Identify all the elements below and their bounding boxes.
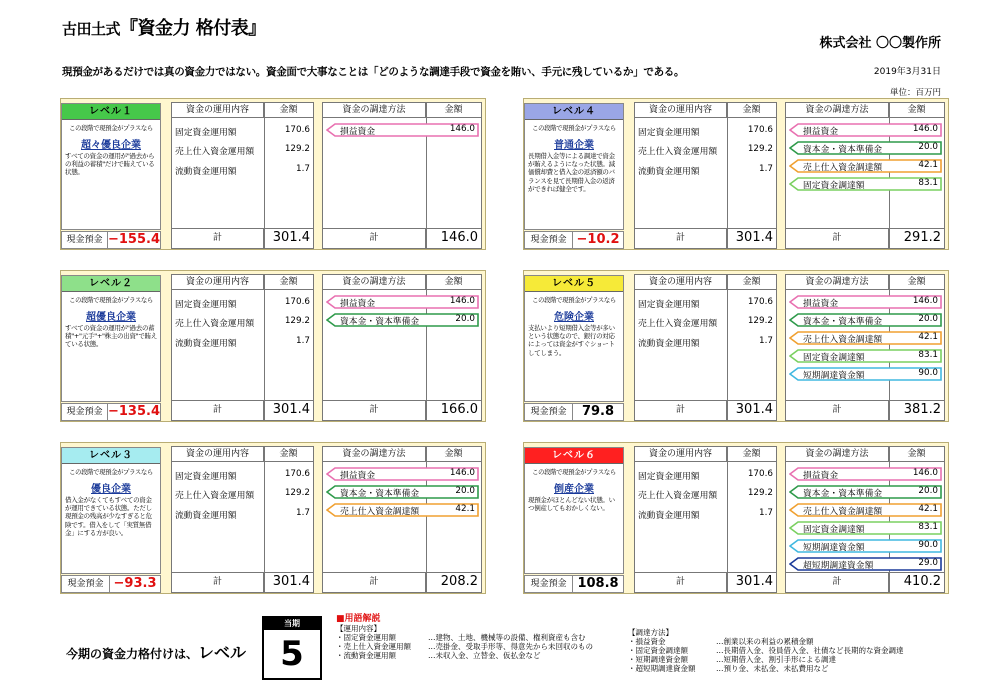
source-row [326,123,479,137]
use-table [171,274,314,421]
source-label: 短期調達資金額 [803,543,865,553]
glossary-item [336,633,593,642]
source-row [789,123,942,137]
source-row [789,313,942,327]
glossary-uses [336,615,593,660]
source-row [789,485,942,499]
source-label: 損益資金 [340,299,376,309]
source-total-row [786,572,944,592]
use-row [635,297,776,309]
src-total-label: 計 [323,229,426,248]
source-row [789,159,942,173]
use-total-label: 計 [635,573,727,592]
source-table [785,102,945,249]
use-value: 129.2 [284,488,310,498]
source-label: 売上仕入資金調達額 [803,163,883,173]
use-total-label: 計 [635,401,727,420]
src-total-value: 146.0 [440,230,478,245]
use-total-row [172,400,313,420]
use-amount-header: 金額 [742,277,761,287]
level-panel [523,98,949,250]
level-plus-note: この段階で現預金がプラスなら [532,297,616,304]
source-label: 資本金・資本準備金 [803,489,883,499]
use-row [635,144,776,156]
period-label: 当期 [264,618,320,630]
title-prefix: 古田土式 [62,20,121,38]
level-card [524,447,624,574]
source-row [326,313,479,327]
use-table-header [635,275,776,290]
verdict-text: 今期の資金力格付けは、 [66,647,199,661]
source-total-row [323,228,481,248]
source-value: 29.0 [918,558,938,568]
cash-value: −155.4 [107,232,160,247]
src-total-label: 計 [786,401,889,420]
source-row [789,295,942,309]
level-plus-note: この段階で現預金がプラスなら [69,469,153,476]
use-total-value: 301.4 [272,574,310,589]
use-label: 売上仕入資金運用額 [638,147,718,157]
source-row [789,367,942,381]
source-value: 90.0 [918,368,938,378]
source-label: 短期調達資金額 [803,371,865,381]
period-level-number: 5 [280,634,304,674]
cash-deposit-box [524,403,624,421]
src-amount-header: 金額 [907,277,926,287]
use-value: 129.2 [284,316,310,326]
use-value: 170.6 [284,297,310,307]
use-table [634,446,777,593]
source-table-header [323,103,481,118]
glossary-item [628,646,904,655]
glossary-item [628,664,904,673]
use-row [172,469,313,481]
use-total-value: 301.4 [735,402,773,417]
source-value: 146.0 [912,124,938,134]
source-label: 売上仕入資金調達額 [803,507,883,517]
source-row [789,177,942,191]
src-col-header: 資金の調達方法 [786,275,889,289]
use-value: 1.7 [296,508,310,518]
use-amount-header: 金額 [279,449,298,459]
src-amount-header: 金額 [907,105,926,115]
level-company-type: 超優良企業 [86,312,136,323]
use-amount-header: 金額 [742,105,761,115]
use-total-row [172,572,313,592]
cash-deposit-box [61,231,161,249]
subtitle: 現預金があるだけでは真の資金力ではない。資金面で大事なことは「どのような調達手段で資金を賄い、手元に残しているか」である。 [62,66,685,78]
level-plus-note: この段階で現預金がプラスなら [532,469,616,476]
glossary-definition: …売掛金、受取手形等、得意先から未回収のもの [428,642,593,651]
glossary-item [336,642,593,651]
source-label: 資本金・資本準備金 [803,145,883,155]
level-description: すべての資金の運用が"過去の蓄積"+"元手"+"株主の出資"で賄えている状態。 [65,324,157,349]
src-total-label: 計 [323,573,426,592]
source-value: 20.0 [918,142,938,152]
glossary-definition: …長期借入金、役員借入金、社債など長期的な資金調達 [716,646,904,655]
source-table-header [786,275,944,290]
use-row [635,316,776,328]
level-description: 支払いより短期借入金等が多いという状態なので、銀行の対応によっては資金がすぐショートしてしまう。 [528,324,615,357]
use-row [172,297,313,309]
use-label: 売上仕入資金運用額 [175,147,255,157]
source-row [789,331,942,345]
use-table [634,274,777,421]
source-row [789,503,942,517]
source-value: 146.0 [449,124,475,134]
use-label: 流動資金運用額 [638,167,700,177]
source-row [326,467,479,481]
cash-value: −10.2 [576,232,620,247]
use-value: 170.6 [284,469,310,479]
use-label: 流動資金運用額 [638,511,700,521]
use-col-header: 資金の運用内容 [172,447,264,461]
cash-value: −93.3 [113,576,157,591]
source-table [322,274,482,421]
source-row [789,539,942,553]
glossary-term: ・損益資金 [628,637,666,646]
source-total-row [786,400,944,420]
use-value: 1.7 [296,336,310,346]
level-panel [60,270,486,422]
source-label: 損益資金 [340,471,376,481]
use-label: 固定資金運用額 [638,472,700,482]
glossary-definition: …創業以来の利益の累積金額 [716,637,814,646]
source-value: 42.1 [918,332,938,342]
use-total-row [172,228,313,248]
source-total-row [323,400,481,420]
use-label: 固定資金運用額 [638,128,700,138]
level-heading: レベル２ [62,276,160,292]
source-row [326,485,479,499]
use-value: 170.6 [284,125,310,135]
src-total-value: 291.2 [903,230,941,245]
src-amount-header: 金額 [907,449,926,459]
src-total-value: 166.0 [440,402,478,417]
source-table [322,102,482,249]
level-panel [60,442,486,594]
source-total-row [786,228,944,248]
level-company-type: 危険企業 [554,312,594,323]
source-table-header [786,447,944,462]
use-value: 1.7 [296,164,310,174]
verdict-level-word: レベル [198,643,247,662]
use-table-header [172,103,313,118]
source-row [789,557,942,571]
level-heading: レベル３ [62,448,160,464]
source-label: 資本金・資本準備金 [340,317,420,327]
source-row [326,295,479,309]
source-row [789,349,942,363]
glossary-definition: …短期借入金、割引手形による調達 [716,655,836,664]
use-value: 170.6 [747,297,773,307]
src-total-label: 計 [323,401,426,420]
use-value: 170.6 [747,469,773,479]
level-card [524,103,624,230]
use-row [635,125,776,137]
level-panel [523,270,949,422]
use-total-label: 計 [635,229,727,248]
use-table [171,102,314,249]
use-value: 1.7 [759,508,773,518]
use-value: 129.2 [747,144,773,154]
source-value: 83.1 [918,350,938,360]
source-table [785,274,945,421]
source-label: 固定資金調達額 [803,353,865,363]
use-amount-header: 金額 [279,277,298,287]
cash-value: 79.8 [581,404,615,419]
level-heading: レベル５ [525,276,623,292]
source-label: 売上仕入資金調達額 [803,335,883,345]
level-panel [60,98,486,250]
level-heading: レベル４ [525,104,623,120]
src-amount-header: 金額 [444,277,463,287]
glossary-term: ・売上仕入資金運用額 [336,642,411,651]
level-company-type: 優良企業 [91,484,131,495]
source-row [789,467,942,481]
use-col-header: 資金の運用内容 [635,447,727,461]
level-card [61,275,161,402]
title-main: 『資金力 格付表』 [120,18,266,39]
source-value: 42.1 [918,504,938,514]
use-total-label: 計 [172,229,264,248]
source-table-header [323,447,481,462]
level-card [61,103,161,230]
src-col-header: 資金の調達方法 [786,103,889,117]
cash-label: 現金預金 [62,404,108,420]
glossary-use-heading: 【運用内容】 [336,624,381,633]
use-total-label: 計 [172,573,264,592]
src-total-label: 計 [786,573,889,592]
use-value: 1.7 [759,164,773,174]
glossary-term: ・超短期調達資金額 [628,664,696,673]
glossary-definition: …未収入金、立替金、仮払金など [428,651,541,660]
use-value: 129.2 [747,316,773,326]
use-amount-header: 金額 [279,105,298,115]
source-label: 資本金・資本準備金 [803,317,883,327]
use-row [172,488,313,500]
use-label: 流動資金運用額 [175,339,237,349]
source-label: 損益資金 [803,127,839,137]
use-total-value: 301.4 [735,230,773,245]
use-total-row [635,228,776,248]
glossary-item [628,655,904,664]
use-row [172,336,313,348]
use-table-header [635,447,776,462]
source-label: 損益資金 [803,299,839,309]
source-total-row [323,572,481,592]
level-heading: レベル１ [62,104,160,120]
level-description: 長期借入金等による調達で資金が賄えるようになった状態。減価償却費と借入金の返済額のバランスを見て長期借入金の返済ができれば健全です。 [528,152,615,193]
src-total-label: 計 [786,229,889,248]
source-label: 固定資金調達額 [803,181,865,191]
source-value: 83.1 [918,522,938,532]
cash-value: −135.4 [107,404,160,419]
cash-deposit-box [524,231,624,249]
glossary-src-heading: 【調達方法】 [628,628,673,637]
source-table-header [323,275,481,290]
src-col-header: 資金の調達方法 [786,447,889,461]
glossary-use-list [336,633,593,660]
glossary-sources [628,628,904,673]
level-description: 借入金がなくてもすべての資金が運用できている状態。ただし現預金の残高が少なすぎると危険です。借入をして「実質無借金」にする方が良い。 [65,496,152,537]
use-row [172,144,313,156]
level-plus-note: この段階で現預金がプラスなら [532,125,616,132]
source-table-header [786,103,944,118]
use-table [171,446,314,593]
use-label: 固定資金運用額 [175,472,237,482]
cash-label: 現金預金 [62,232,108,248]
source-value: 20.0 [918,314,938,324]
source-value: 146.0 [912,296,938,306]
cash-label: 現金預金 [62,576,110,592]
level-heading: レベル６ [525,448,623,464]
use-row [172,164,313,176]
source-value: 20.0 [918,486,938,496]
src-total-value: 410.2 [903,574,941,589]
use-label: 売上仕入資金運用額 [175,491,255,501]
source-label: 損益資金 [803,471,839,481]
use-label: 流動資金運用額 [175,167,237,177]
src-total-value: 381.2 [903,402,941,417]
level-plus-note: この段階で現預金がプラスなら [69,125,153,132]
use-value: 1.7 [759,336,773,346]
use-value: 129.2 [747,488,773,498]
src-col-header: 資金の調達方法 [323,447,426,461]
source-table [785,446,945,593]
use-row [635,164,776,176]
glossary-item [336,651,593,660]
level-plus-note: この段階で現預金がプラスなら [69,297,153,304]
source-row [789,521,942,535]
glossary-term: ・短期調達資金額 [628,655,688,664]
use-total-value: 301.4 [272,230,310,245]
glossary-term: ・固定資金調達額 [628,646,688,655]
unit-note: 単位：百万円 [889,88,941,98]
use-total-row [635,572,776,592]
level-panel [523,442,949,594]
use-table [634,102,777,249]
use-table-header [172,447,313,462]
use-row [635,336,776,348]
cash-value: 108.8 [577,576,619,591]
use-label: 売上仕入資金運用額 [175,319,255,329]
level-company-type: 倒産企業 [554,484,594,495]
cash-deposit-box [524,575,624,593]
use-label: 売上仕入資金運用額 [638,491,718,501]
cash-label: 現金預金 [525,404,573,420]
source-label: 損益資金 [340,127,376,137]
level-company-type: 普通企業 [554,140,594,151]
use-table-header [635,103,776,118]
company-name: 株式会社 〇〇製作所 [819,36,941,51]
source-label: 超短期調達資金額 [803,561,874,571]
use-label: 固定資金運用額 [638,300,700,310]
source-table [322,446,482,593]
use-row [635,469,776,481]
use-col-header: 資金の運用内容 [172,275,264,289]
source-row [326,503,479,517]
use-total-label: 計 [172,401,264,420]
use-label: 売上仕入資金運用額 [638,319,718,329]
glossary-heading: ■用語解説 [336,614,381,624]
use-label: 流動資金運用額 [175,511,237,521]
glossary-item [628,637,904,646]
use-col-header: 資金の運用内容 [635,103,727,117]
src-amount-header: 金額 [444,449,463,459]
use-label: 固定資金運用額 [175,300,237,310]
use-value: 129.2 [284,144,310,154]
glossary-definition: …建物、土地、機械等の設備、権利資産も含む [428,633,586,642]
source-label: 固定資金調達額 [803,525,865,535]
glossary-term: ・流動資金運用額 [336,651,396,660]
cash-deposit-box [61,575,161,593]
glossary-src-list [628,637,904,673]
use-amount-header: 金額 [742,449,761,459]
report-date: 2019年3月31日 [873,67,941,77]
source-value: 42.1 [918,160,938,170]
source-value: 146.0 [912,468,938,478]
source-value: 20.0 [455,486,475,496]
use-row [635,508,776,520]
source-label: 売上仕入資金調達額 [340,507,420,517]
source-value: 146.0 [449,296,475,306]
cash-label: 現金預金 [525,232,573,248]
src-col-header: 資金の調達方法 [323,275,426,289]
glossary-definition: …預り金、未払金、未払費用など [716,664,829,673]
source-value: 90.0 [918,540,938,550]
source-label: 資本金・資本準備金 [340,489,420,499]
use-total-value: 301.4 [735,574,773,589]
level-card [61,447,161,574]
glossary-term: ・固定資金運用額 [336,633,396,642]
source-value: 83.1 [918,178,938,188]
source-value: 20.0 [455,314,475,324]
current-period-box [262,616,322,680]
use-total-value: 301.4 [272,402,310,417]
source-row [789,141,942,155]
level-card [524,275,624,402]
src-amount-header: 金額 [444,105,463,115]
cash-label: 現金預金 [525,576,573,592]
use-label: 固定資金運用額 [175,128,237,138]
level-description: 現預金がほとんどない状態。いつ倒産してもおかしくない。 [528,496,615,513]
use-label: 流動資金運用額 [638,339,700,349]
verdict [66,640,246,663]
src-total-value: 208.2 [440,574,478,589]
cash-deposit-box [61,403,161,421]
use-table-header [172,275,313,290]
level-description: すべての資金の運用が"過去からの利益の蓄積"だけで賄えている状態。 [65,152,155,177]
use-row [635,488,776,500]
use-row [172,508,313,520]
page-title [62,14,266,40]
use-row [172,316,313,328]
source-value: 42.1 [455,504,475,514]
use-row [172,125,313,137]
level-company-type: 超々優良企業 [81,140,141,151]
use-total-row [635,400,776,420]
source-value: 146.0 [449,468,475,478]
src-col-header: 資金の調達方法 [323,103,426,117]
use-col-header: 資金の運用内容 [172,103,264,117]
use-value: 170.6 [747,125,773,135]
use-col-header: 資金の運用内容 [635,275,727,289]
